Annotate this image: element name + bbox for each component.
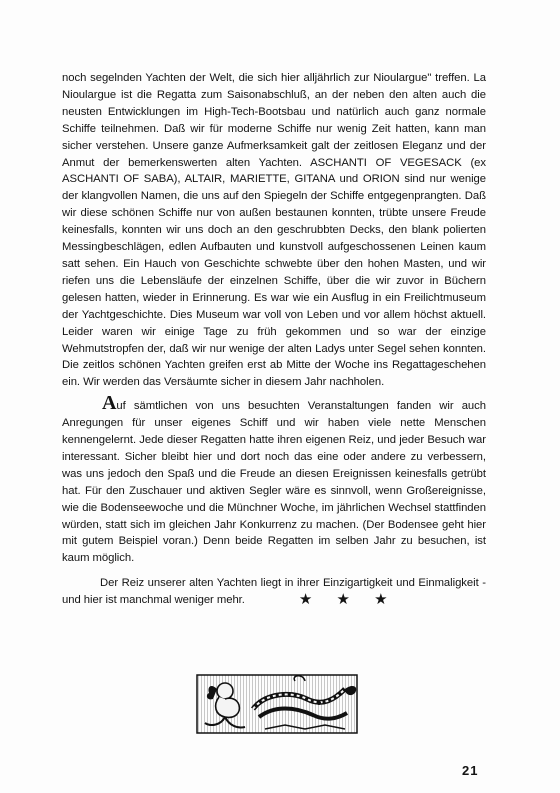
paragraph-3 — [62, 575, 486, 609]
body-text — [62, 70, 486, 609]
paragraph-1: noch segelnden Yachten der Welt, die sich hier alljährlich zur Nioulargue" treffen. La Nioulargue ist die Regatta zum Saisonabschluß, an der neben den alten auch die neusten Entwicklungen im High-Tech-Bootsbau und natürlich auch ganz normale Schiffe teilnehmen. Daß wir für moderne Schiffe nur wenig Zeit hatten, kann man sicher verstehen. Unsere ganze Aufmerksamkeit galt der zeitlosen Eleganz und der Anmut der bemerkenswerten alten Yachten. ASCHANTI OF VEGESACK (ex ASCHANTI OF SABA), ALTAIR, MARIETTE, GITANA und ORION sind nur wenige der klangvollen Namen, die uns auf den Spiegeln der Schiffe entgegenprangten. Daß wir diese schönen Schiffe nur von außen bestaunen konnten, trübte unsere Freude keinesfalls, konnten wir uns doch an den geschrubbten Decks, den blank polierten Messingbeschlägen, edlen Aufbauten und kunstvoll aufgeschossenen Leinen kaum satt sehen. Ein Hauch von Geschichte schwebte über den hohen Masten, und wir riefen uns die Lebensläufe der einzelnen Schiffe, über die wir zuvor in Büchern gelesen hatten, wieder in Erinnerung. Es war wie ein Ausflug in ein Freilichtmuseum der Yachtgeschichte. Dies Museum war voll von Leben und vor allem höchst aktuell. Leider waren wir einige Tage zu früh gekommen und so war der einzige Wehmutstropfen der, daß wir nur wenige der alten Ladys unter Segel sehen konnten. Die zeitlos schönen Yachten greifen erst ab Mitte der Woche ins Regattageschehen ein. Wir werden das Versäumte sicher in diesem Jahr nachholen. — [62, 72, 486, 389]
paragraph-3-text: Der Reiz unserer alten Yachten liegt in ihrer Einzigartigkeit und Einmaligkeit - und hier ist manchmal weniger mehr. — [62, 577, 486, 607]
paragraph-2-text: uf sämtlichen von uns besuchten Veranstaltungen fanden wir auch Anregungen für unser eigenes Schiff und wir haben viele nette Menschen kennengelernt. Jede dieser Regatten hatte ihren eigenen Reiz, und jeder Besuch war interessant. Sicher bleibt hier und dort noch das eine oder andere zu verbessern, was uns jedoch den Spaß und die Freude an diesen Ereignissen keinesfalls getrübt hat. Für den Zuschauer und aktiven Segler wäre es sinnvoll, wenn Großereignisse, wie die Bodenseewoche und die Münchner Woche, im jährlichen Wechsel stattfinden würden, statt sich im gleichen Jahr Konkurrenz zu machen. (Der Bodensee geht hier mit gutem Beispiel voran.) Denn beide Regatten im selben Jahr zu besuchen, ist kaum möglich. — [62, 400, 486, 565]
page-number: 21 — [462, 763, 479, 778]
end-mark-stars: ★ ★ ★ — [298, 591, 398, 609]
mermaid-sea-serpent-woodcut-icon — [195, 669, 363, 741]
paragraph-2 — [62, 392, 486, 567]
drop-cap: A — [102, 392, 117, 415]
